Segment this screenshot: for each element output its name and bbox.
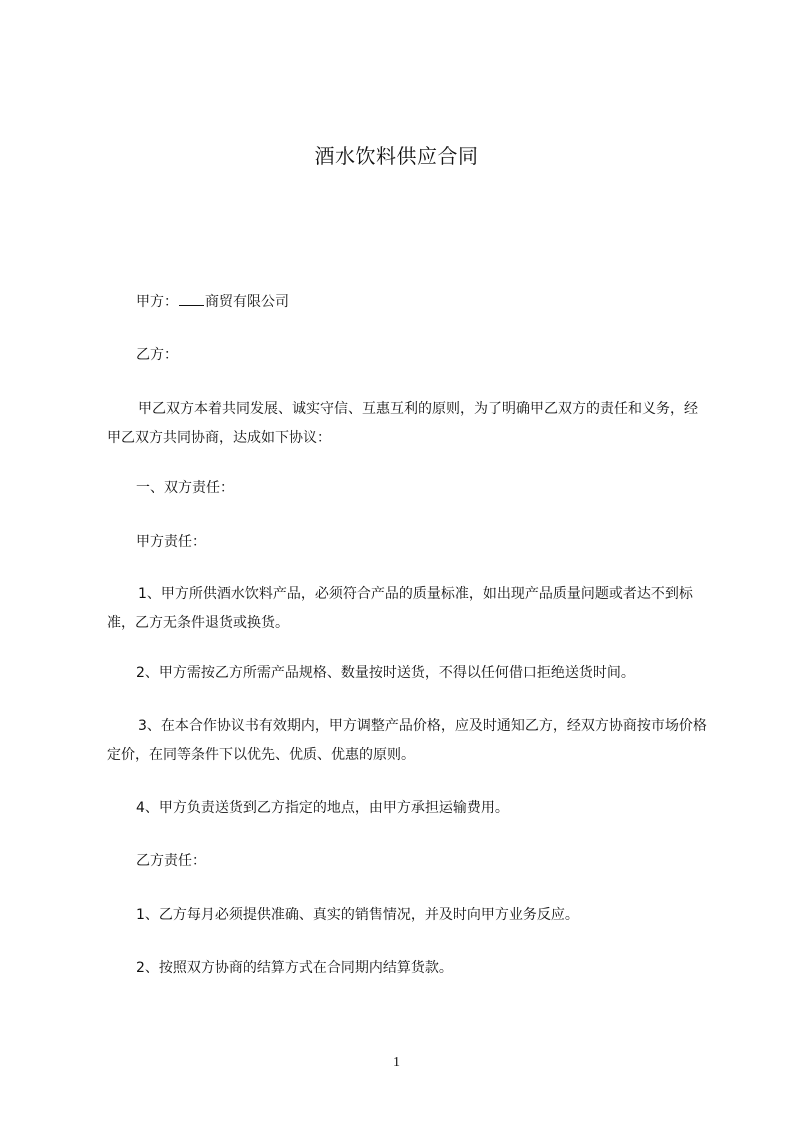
party-a-duty-4: 4、甲方负责送货到乙方指定的地点，由甲方承担运输费用。 [136, 800, 509, 816]
party-a-duty-1: 1、甲方所供酒水饮料产品，必须符合产品的质量标准，如出现产品质量问题或者达不到标准，乙方无条件退货或换货。 [107, 586, 693, 631]
document-title: 酒水饮料供应合同 [314, 144, 479, 168]
party-a-name: 商贸有限公司 [205, 294, 289, 310]
party-a-duty-2: 2、甲方需按乙方所需产品规格、数量按时送货，不得以任何借口拒绝送货时间。 [136, 665, 635, 681]
party-a-duties-heading: 甲方责任： [136, 534, 206, 550]
party-a-duty-3: 3、在本合作协议书有效期内，甲方调整产品价格，应及时通知乙方，经双方协商按市场价格定价，在同等条件下以优先、优质、优惠的原则。 [107, 718, 707, 763]
party-a-line [136, 291, 289, 312]
party-b-line [136, 345, 178, 365]
party-b-duties-heading: 乙方责任： [136, 853, 206, 869]
party-b-duty-2: 2、按照双方协商的结算方式在合同期内结算货款。 [136, 960, 453, 976]
party-b-label: 乙方： [136, 347, 178, 363]
section-1-heading: 一、双方责任： [136, 480, 234, 496]
intro-paragraph: 甲乙双方本着共同发展、诚实守信、互惠互利的原则，为了明确甲乙双方的责任和义务，经甲乙双方共同协商，达成如下协议： [107, 401, 698, 446]
party-a-label: 甲方： [136, 294, 178, 310]
party-a-blank [179, 291, 204, 306]
party-b-duty-1: 1、乙方每月必须提供准确、真实的销售情况，并及时向甲方业务反应。 [136, 907, 579, 923]
page-number: 1 [393, 1055, 400, 1070]
